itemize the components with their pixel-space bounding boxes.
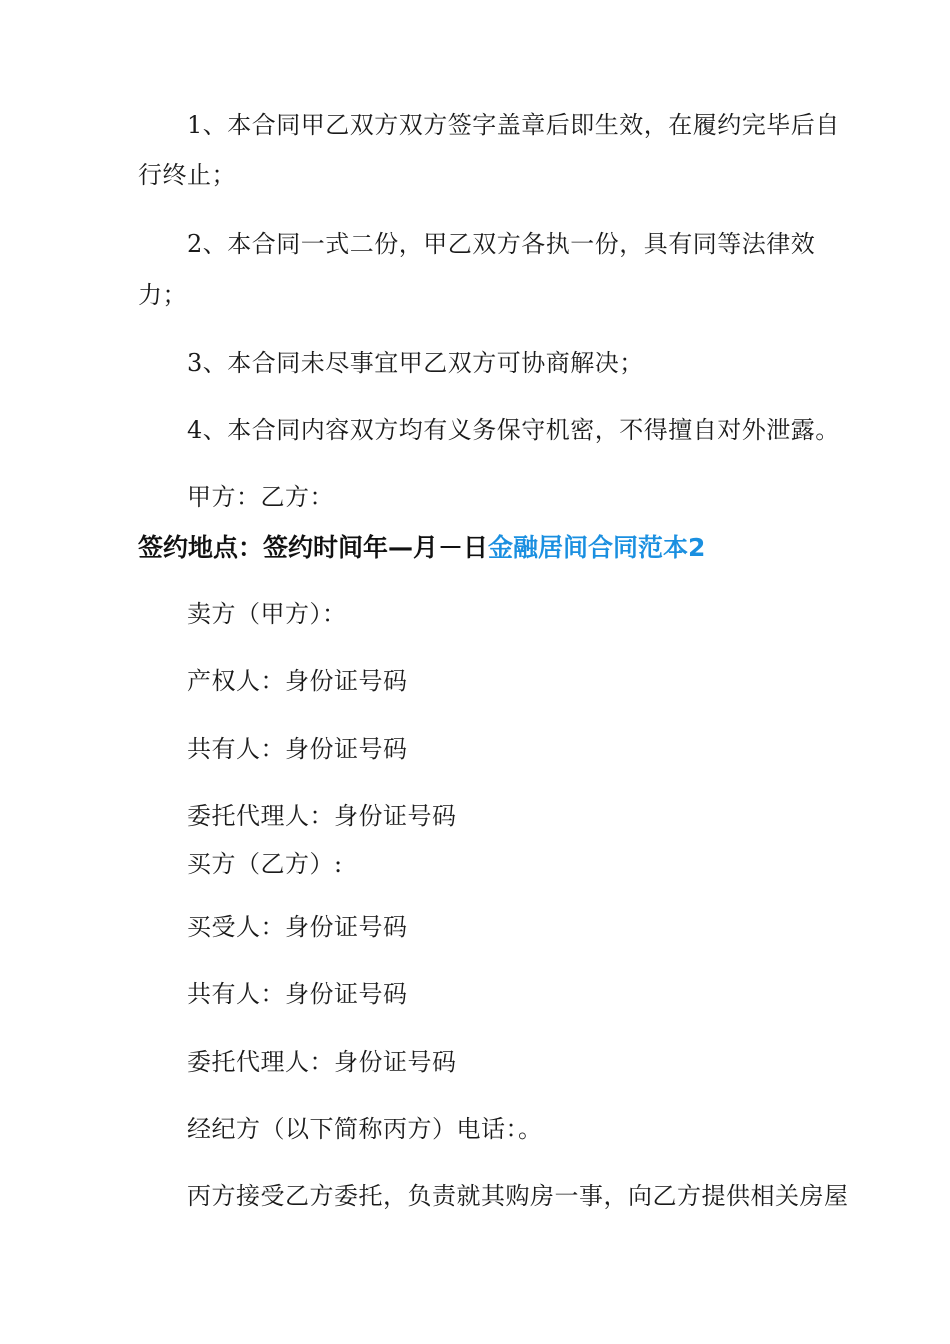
clause-3: 3、本合同未尽事宜甲乙双方可协商解决； [187, 349, 644, 377]
clause-4: 4、本合同内容双方均有义务保守机密，不得擅自对外泄露。 [187, 416, 840, 444]
clause-1-line-1: 1、本合同甲乙双方双方签字盖章后即生效，在履约完毕后自 [187, 111, 840, 139]
seller-co-owner: 共有人：身份证号码 [187, 735, 408, 763]
seller-agent: 委托代理人：身份证号码 [187, 802, 457, 830]
buyer-agent: 委托代理人：身份证号码 [187, 1048, 457, 1076]
buyer-co-owner: 共有人：身份证号码 [187, 980, 408, 1008]
heading-link[interactable]: 金融居间合同范本2 [488, 533, 706, 562]
party-signature-line: 甲方：乙方： [187, 483, 334, 511]
seller-owner: 产权人：身份证号码 [187, 667, 408, 695]
section-heading [138, 532, 705, 564]
seller-label: 卖方（甲方）： [187, 600, 347, 628]
heading-prefix: 签约地点：签约时间年—月－日 [138, 533, 489, 562]
broker-info: 经纪方（以下简称丙方）电话：。 [187, 1115, 543, 1143]
buyer-purchaser: 买受人：身份证号码 [187, 913, 408, 941]
clause-2-line-2: 力； [138, 281, 187, 309]
buyer-label: 买方（乙方）: [187, 850, 343, 878]
clause-1-line-2: 行终止； [138, 161, 236, 189]
broker-clause: 丙方接受乙方委托，负责就其购房一事，向乙方提供相关房屋 [187, 1182, 849, 1210]
clause-2-line-1: 2、本合同一式二份，甲乙双方各执一份，具有同等法律效 [187, 230, 816, 258]
